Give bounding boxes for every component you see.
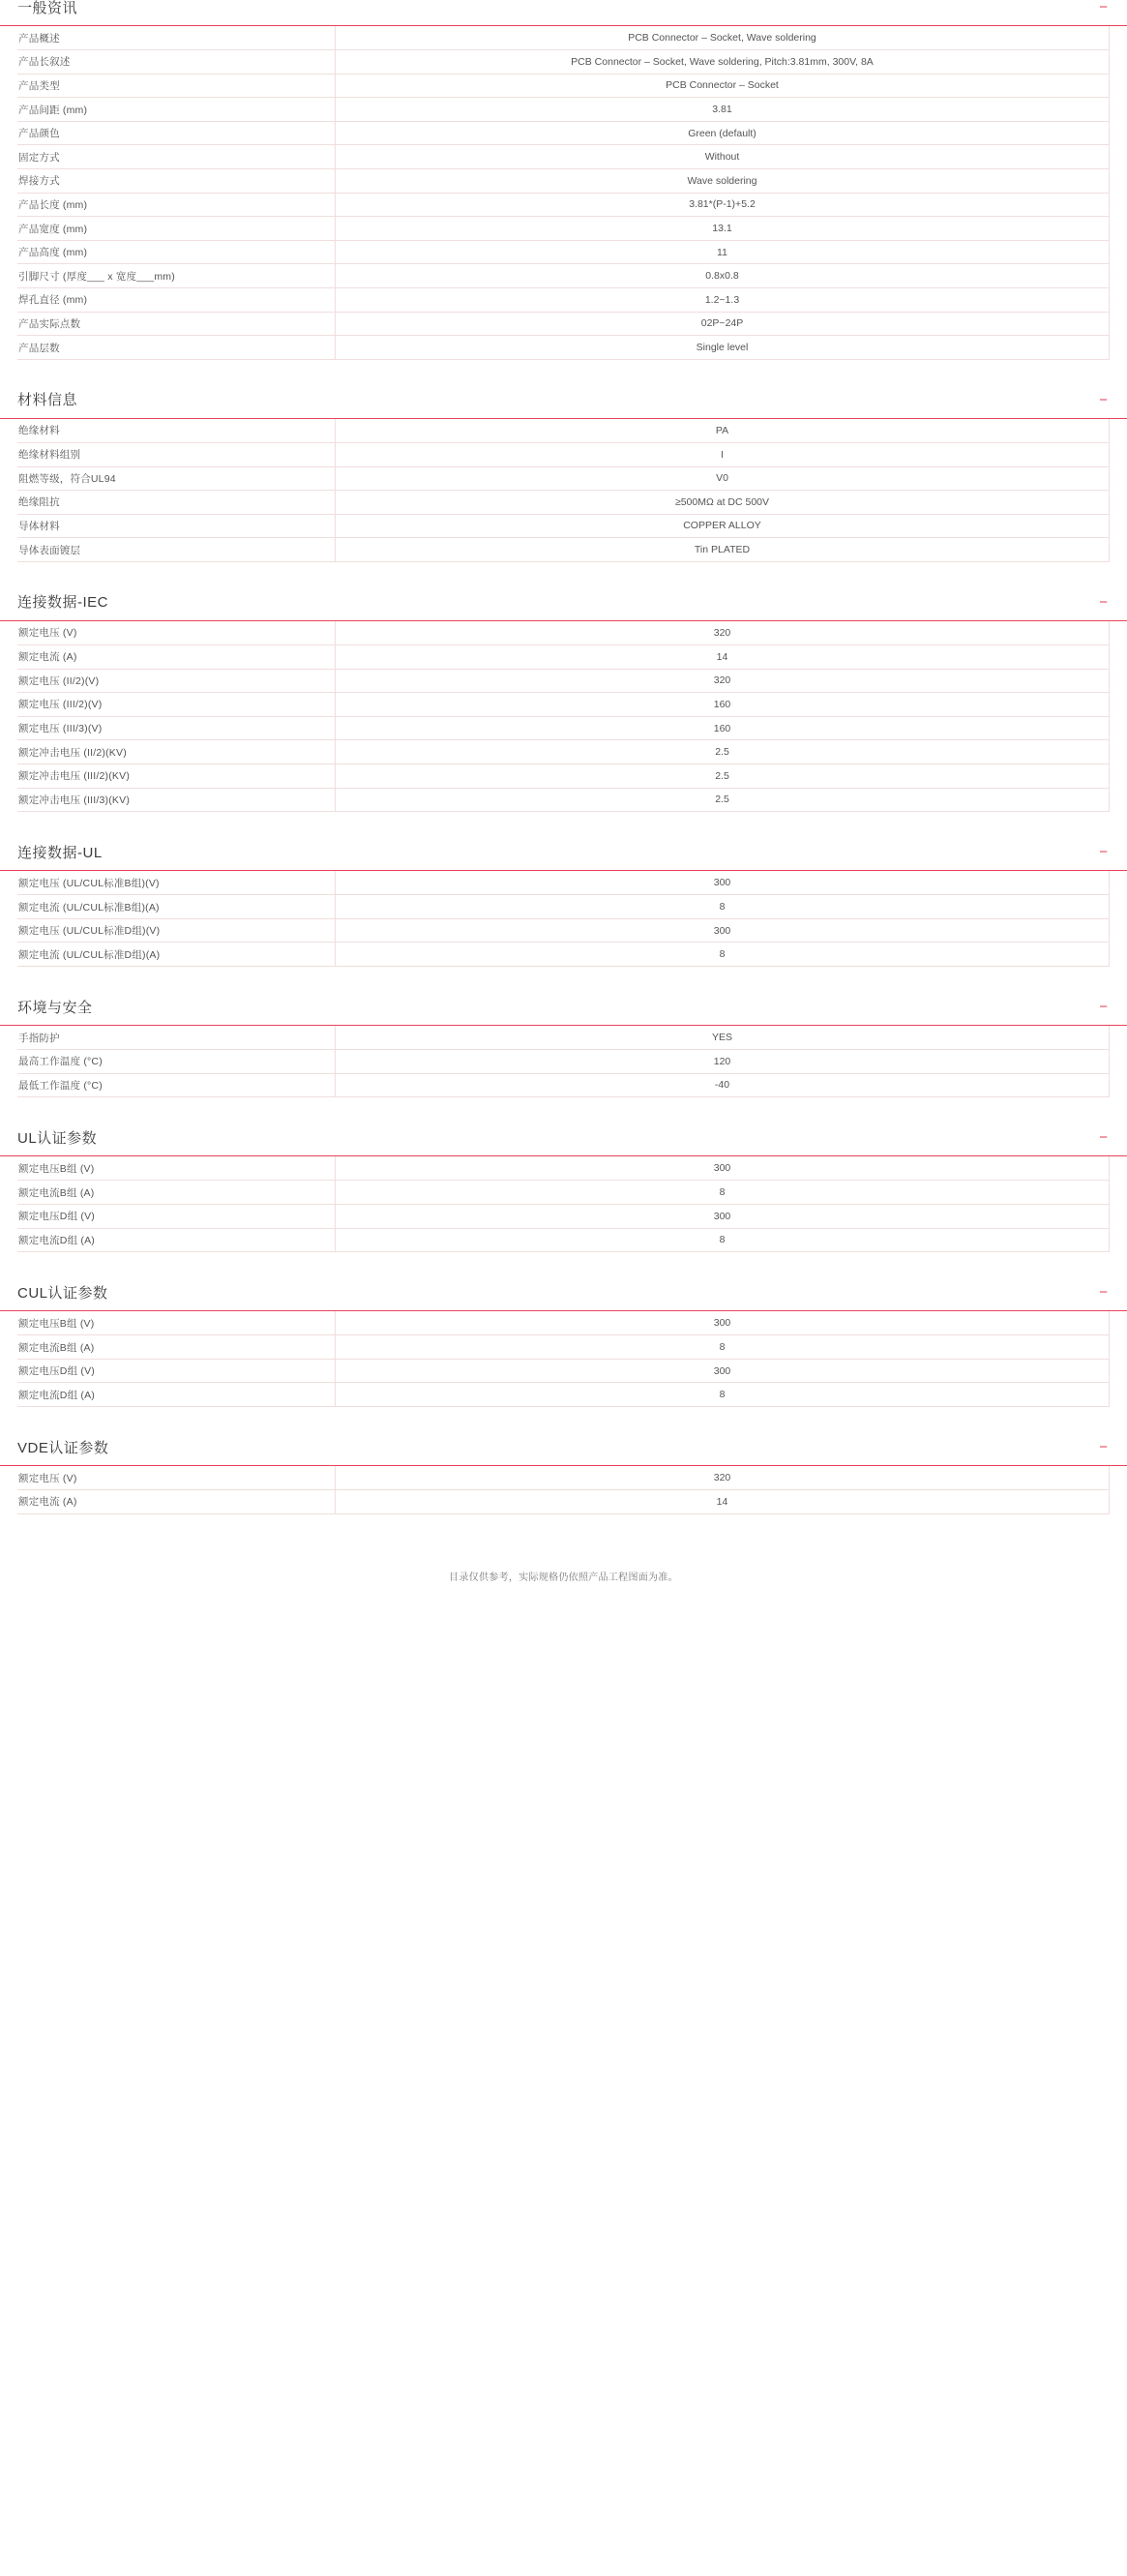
table-row xyxy=(18,764,1110,788)
spec-key: 最低工作温度 (°C) xyxy=(18,1073,336,1097)
collapse-minus-icon[interactable]: − xyxy=(1099,1284,1108,1302)
spec-value: PA xyxy=(336,419,1110,443)
spec-key: 额定电流 (UL/CUL标准B组)(A) xyxy=(18,895,336,919)
collapse-minus-icon[interactable]: − xyxy=(1099,999,1108,1015)
spec-key: 额定电压 (III/3)(V) xyxy=(18,716,336,740)
spec-key: 最高工作温度 (°C) xyxy=(18,1050,336,1074)
spec-key: 产品长度 (mm) xyxy=(18,193,336,217)
spec-value: 300 xyxy=(336,1156,1110,1181)
table-row xyxy=(18,50,1110,75)
spec-value: 300 xyxy=(336,871,1110,895)
spec-section xyxy=(0,1440,1127,1514)
section-title: CUL认证参数 xyxy=(17,1284,108,1302)
spec-key: 产品宽度 (mm) xyxy=(18,217,336,241)
spec-key: 产品实际点数 xyxy=(18,312,336,336)
spec-table-wrap xyxy=(17,1311,1110,1407)
table-row xyxy=(18,1490,1110,1514)
spec-value: 8 xyxy=(336,1228,1110,1252)
spec-value: 2.5 xyxy=(336,740,1110,764)
spec-key: 额定电流 (UL/CUL标准D组)(A) xyxy=(18,943,336,967)
spec-value: 8 xyxy=(336,1335,1110,1360)
section-header[interactable] xyxy=(0,1000,1127,1026)
spec-value: V0 xyxy=(336,466,1110,491)
spec-key: 额定电流D组 (A) xyxy=(18,1383,336,1407)
spec-key: 额定电压 (UL/CUL标准B组)(V) xyxy=(18,871,336,895)
spec-value: 300 xyxy=(336,1311,1110,1335)
spec-key: 额定电流B组 (A) xyxy=(18,1181,336,1205)
table-row xyxy=(18,788,1110,812)
table-row xyxy=(18,217,1110,241)
spec-value: Single level xyxy=(336,336,1110,360)
table-row xyxy=(18,193,1110,217)
spec-key: 产品概述 xyxy=(18,26,336,50)
spec-value: ≥500MΩ at DC 500V xyxy=(336,491,1110,515)
table-row xyxy=(18,716,1110,740)
spec-value: Wave soldering xyxy=(336,169,1110,194)
collapse-minus-icon[interactable]: − xyxy=(1099,1129,1108,1147)
spec-key: 焊接方式 xyxy=(18,169,336,194)
spec-value: 160 xyxy=(336,693,1110,717)
table-row xyxy=(18,240,1110,264)
table-row xyxy=(18,1466,1110,1490)
spec-value: 11 xyxy=(336,240,1110,264)
spec-key: 绝缘材料 xyxy=(18,419,336,443)
spec-value: 320 xyxy=(336,1466,1110,1490)
spec-value: 14 xyxy=(336,1490,1110,1514)
table-row xyxy=(18,1156,1110,1181)
spec-key: 导体表面镀层 xyxy=(18,538,336,562)
spec-value: 300 xyxy=(336,918,1110,943)
spec-value: YES xyxy=(336,1026,1110,1050)
spec-key: 额定冲击电压 (II/2)(KV) xyxy=(18,740,336,764)
spec-table xyxy=(17,621,1110,812)
spec-key: 额定电压B组 (V) xyxy=(18,1311,336,1335)
spec-key: 产品高度 (mm) xyxy=(18,240,336,264)
spec-value: 300 xyxy=(336,1204,1110,1228)
spec-key: 绝缘阻抗 xyxy=(18,491,336,515)
section-title: 环境与安全 xyxy=(17,999,93,1016)
spec-key: 额定电流 (A) xyxy=(18,644,336,669)
spec-table-wrap xyxy=(17,1026,1110,1097)
table-row xyxy=(18,466,1110,491)
spec-value: 8 xyxy=(336,1181,1110,1205)
spec-value: 3.81*(P-1)+5.2 xyxy=(336,193,1110,217)
section-title: UL认证参数 xyxy=(17,1129,98,1147)
table-row xyxy=(18,1204,1110,1228)
table-row xyxy=(18,693,1110,717)
spec-key: 固定方式 xyxy=(18,145,336,169)
collapse-minus-icon[interactable]: − xyxy=(1099,391,1108,408)
section-header[interactable] xyxy=(0,393,1127,419)
spec-key: 产品层数 xyxy=(18,336,336,360)
spec-key: 额定电压B组 (V) xyxy=(18,1156,336,1181)
spec-table-wrap xyxy=(17,419,1110,562)
spec-key: 额定电流 (A) xyxy=(18,1490,336,1514)
section-title: VDE认证参数 xyxy=(17,1439,109,1456)
spec-key: 产品类型 xyxy=(18,74,336,98)
spec-value: 8 xyxy=(336,895,1110,919)
spec-key: 额定冲击电压 (III/3)(KV) xyxy=(18,788,336,812)
table-row xyxy=(18,871,1110,895)
table-row xyxy=(18,121,1110,145)
collapse-minus-icon[interactable]: − xyxy=(1099,844,1108,861)
spec-section xyxy=(0,393,1127,562)
spec-key: 绝缘材料组别 xyxy=(18,442,336,466)
table-row xyxy=(18,621,1110,645)
spec-table xyxy=(17,1156,1110,1252)
spec-value: 2.5 xyxy=(336,764,1110,788)
table-row xyxy=(18,918,1110,943)
spec-table-wrap xyxy=(17,26,1110,360)
table-row xyxy=(18,26,1110,50)
spec-key: 阻燃等级，符合UL94 xyxy=(18,466,336,491)
table-row xyxy=(18,288,1110,313)
table-row xyxy=(18,1181,1110,1205)
table-row xyxy=(18,514,1110,538)
collapse-minus-icon[interactable]: − xyxy=(1099,0,1108,15)
section-title: 一般资讯 xyxy=(17,0,78,16)
spec-section xyxy=(0,1285,1127,1407)
collapse-minus-icon[interactable]: − xyxy=(1099,1439,1108,1456)
table-row xyxy=(18,442,1110,466)
spec-key: 额定电流D组 (A) xyxy=(18,1228,336,1252)
table-row xyxy=(18,312,1110,336)
spec-value: 120 xyxy=(336,1050,1110,1074)
spec-table xyxy=(17,1466,1110,1514)
spec-value: 02P~24P xyxy=(336,312,1110,336)
table-row xyxy=(18,1359,1110,1383)
spec-value: 8 xyxy=(336,1383,1110,1407)
spec-value: I xyxy=(336,442,1110,466)
spec-value: 160 xyxy=(336,716,1110,740)
spec-section xyxy=(0,845,1127,967)
spec-key: 导体材料 xyxy=(18,514,336,538)
spec-value: 300 xyxy=(336,1359,1110,1383)
spec-table-wrap xyxy=(17,871,1110,967)
table-row xyxy=(18,98,1110,122)
spec-value: 2.5 xyxy=(336,788,1110,812)
section-title: 材料信息 xyxy=(17,392,78,409)
spec-key: 额定电流B组 (A) xyxy=(18,1335,336,1360)
spec-value: PCB Connector – Socket, Wave soldering, Pitch:3.81mm, 300V, 8A xyxy=(336,50,1110,75)
spec-value: PCB Connector – Socket, Wave soldering xyxy=(336,26,1110,50)
spec-key: 额定电压 (II/2)(V) xyxy=(18,669,336,693)
spec-section xyxy=(0,1000,1127,1097)
table-row xyxy=(18,1026,1110,1050)
section-header[interactable] xyxy=(0,1130,1127,1156)
section-title: 连接数据-IEC xyxy=(17,594,109,612)
table-row xyxy=(18,669,1110,693)
spec-table-wrap xyxy=(17,1466,1110,1514)
spec-table-wrap xyxy=(17,621,1110,812)
collapse-minus-icon[interactable]: − xyxy=(1099,593,1108,611)
spec-table xyxy=(17,871,1110,967)
table-row xyxy=(18,1383,1110,1407)
spec-key: 产品间距 (mm) xyxy=(18,98,336,122)
spec-table xyxy=(17,1026,1110,1097)
spec-value: 14 xyxy=(336,644,1110,669)
spec-key: 额定电压 (V) xyxy=(18,1466,336,1490)
section-header[interactable] xyxy=(0,595,1127,621)
table-row xyxy=(18,1228,1110,1252)
spec-value: 3.81 xyxy=(336,98,1110,122)
spec-section xyxy=(0,0,1127,360)
footer-note: 目录仅供参考，实际规格仍依照产品工程图面为准。 xyxy=(449,1572,678,1583)
spec-key: 焊孔直径 (mm) xyxy=(18,288,336,313)
spec-key: 额定电压 (V) xyxy=(18,621,336,645)
spec-key: 额定电压D组 (V) xyxy=(18,1359,336,1383)
table-row xyxy=(18,740,1110,764)
table-row xyxy=(18,1335,1110,1360)
spec-table xyxy=(17,1311,1110,1407)
spec-key: 手指防护 xyxy=(18,1026,336,1050)
table-row xyxy=(18,419,1110,443)
section-header[interactable] xyxy=(0,845,1127,871)
spec-value: 320 xyxy=(336,621,1110,645)
spec-key: 额定电压D组 (V) xyxy=(18,1204,336,1228)
section-header[interactable] xyxy=(0,1440,1127,1466)
spec-section xyxy=(0,1130,1127,1252)
spec-value: Tin PLATED xyxy=(336,538,1110,562)
spec-key: 额定电压 (III/2)(V) xyxy=(18,693,336,717)
spec-table-wrap xyxy=(17,1156,1110,1252)
table-row xyxy=(18,169,1110,194)
spec-value: Green (default) xyxy=(336,121,1110,145)
spec-key: 额定冲击电压 (III/2)(KV) xyxy=(18,764,336,788)
table-row xyxy=(18,145,1110,169)
spec-value: PCB Connector – Socket xyxy=(336,74,1110,98)
table-row xyxy=(18,74,1110,98)
table-row xyxy=(18,264,1110,288)
table-row xyxy=(18,895,1110,919)
section-header[interactable] xyxy=(0,1285,1127,1311)
spec-key: 额定电压 (UL/CUL标准D组)(V) xyxy=(18,918,336,943)
section-title: 连接数据-UL xyxy=(17,844,103,861)
spec-key: 产品颜色 xyxy=(18,121,336,145)
spec-key: 引脚尺寸 (厚度___ x 宽度___mm) xyxy=(18,264,336,288)
section-header[interactable] xyxy=(0,0,1127,26)
table-row xyxy=(18,1311,1110,1335)
spec-value: COPPER ALLOY xyxy=(336,514,1110,538)
spec-value: 0.8x0.8 xyxy=(336,264,1110,288)
spec-table xyxy=(17,419,1110,562)
table-row xyxy=(18,943,1110,967)
table-row xyxy=(18,491,1110,515)
spec-key: 产品长叙述 xyxy=(18,50,336,75)
spec-table xyxy=(17,26,1110,360)
table-row xyxy=(18,644,1110,669)
spec-value: 8 xyxy=(336,943,1110,967)
spec-value: 320 xyxy=(336,669,1110,693)
spec-section xyxy=(0,595,1127,812)
table-row xyxy=(18,1073,1110,1097)
table-row xyxy=(18,336,1110,360)
spec-value: 1.2~1.3 xyxy=(336,288,1110,313)
table-row xyxy=(18,538,1110,562)
spec-value: 13.1 xyxy=(336,217,1110,241)
spec-value: -40 xyxy=(336,1073,1110,1097)
spec-value: Without xyxy=(336,145,1110,169)
table-row xyxy=(18,1050,1110,1074)
